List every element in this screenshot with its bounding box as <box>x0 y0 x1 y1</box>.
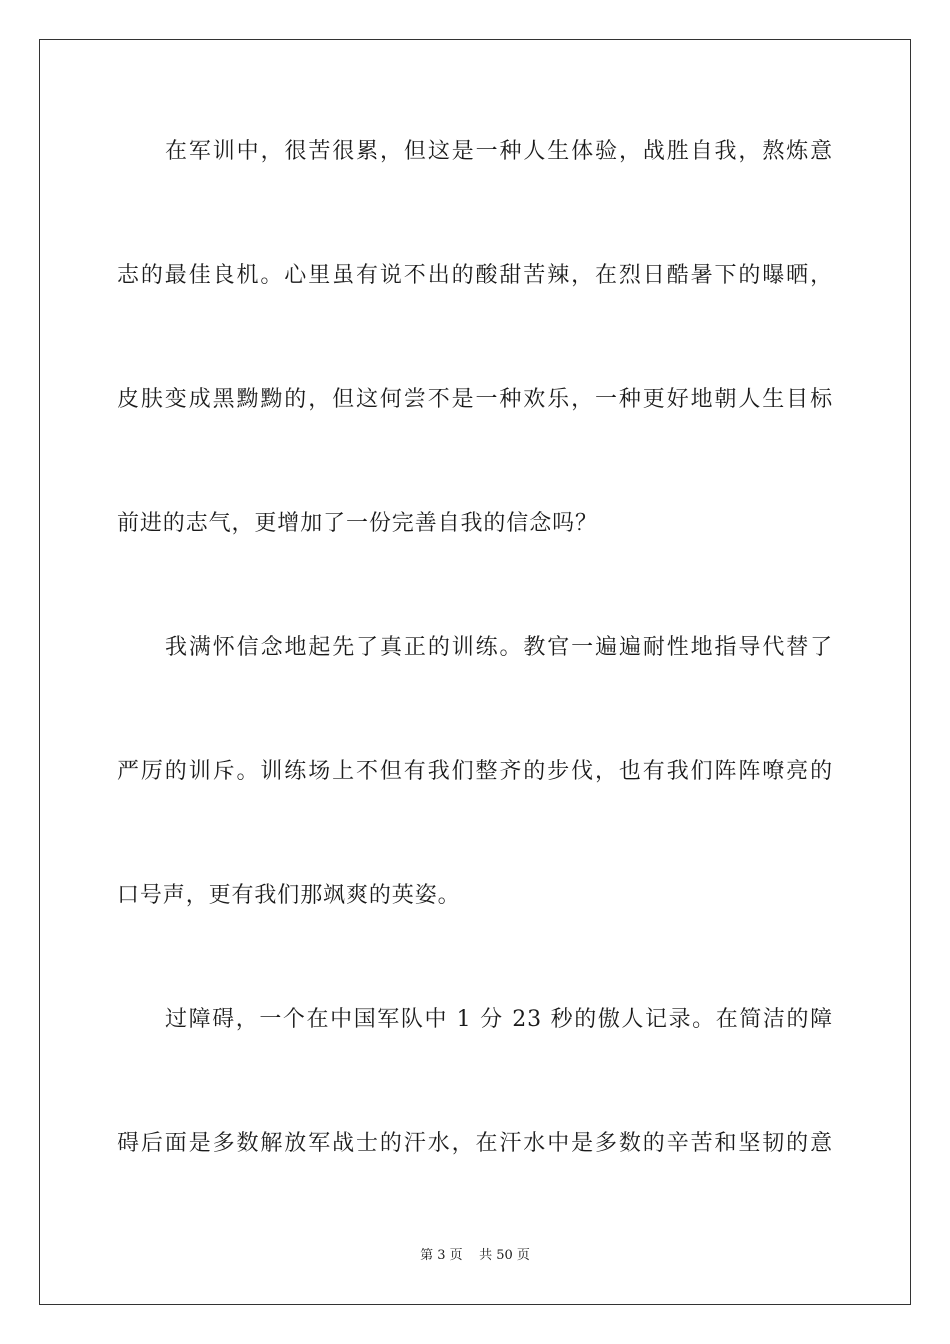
text-line-8: 过障碍，一个在中国军队中 1 分 23 秒的傲人记录。在简洁的障 <box>165 1007 833 1032</box>
text-line-5: 我满怀信念地起先了真正的训练。教官一遍遍耐性地指导代替了 <box>165 635 833 660</box>
text-line-1: 在军训中，很苦很累，但这是一种人生体验，战胜自我，熬炼意 <box>165 139 833 164</box>
text-line-7: 口号声，更有我们那飒爽的英姿。 <box>117 883 461 908</box>
text-line-2: 志的最佳良机。心里虽有说不出的酸甜苦辣，在烈日酷暑下的曝晒， <box>117 263 833 288</box>
page-number-footer: 第 3 页 共 50 页 <box>420 1248 530 1263</box>
text-line-6: 严厉的训斥。训练场上不但有我们整齐的步伐，也有我们阵阵嘹亮的 <box>117 759 833 784</box>
text-line-3: 皮肤变成黑黝黝的，但这何尝不是一种欢乐，一种更好地朝人生目标 <box>117 387 833 412</box>
text-line-4: 前进的志气，更增加了一份完善自我的信念吗？ <box>117 511 598 536</box>
text-line-9: 碍后面是多数解放军战士的汗水，在汗水中是多数的辛苦和坚韧的意 <box>117 1131 833 1156</box>
page-border <box>39 39 911 1305</box>
